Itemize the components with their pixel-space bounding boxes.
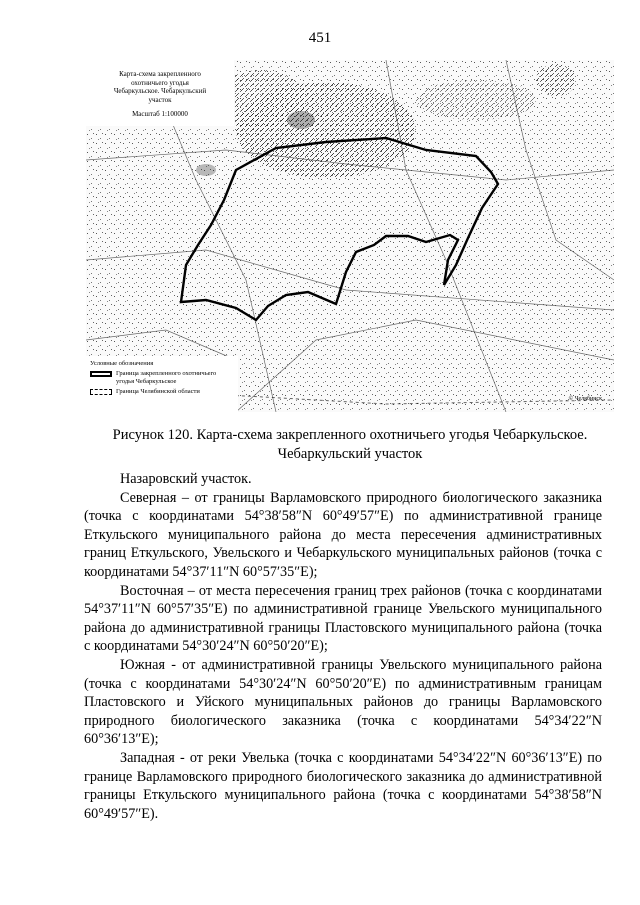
figure-caption: Рисунок 120. Карта-схема закрепленного охотничьего угодья Чебаркульское. Чебаркульский участок xyxy=(112,427,588,462)
legend-item-label: Граница закрепленного охотничьего угодья Чебаркульское xyxy=(116,370,217,385)
map-title-line: охотничьего угодья xyxy=(131,78,189,87)
paragraph-east: Восточная – от места пересечения границ трех районов (точка с координатами 54°37′11″N 60°57′35″E) по административной границе Увельского муниципального района до административной границы Пластовского муниципального района (точка с координатами 54°30′24″N 60°50′20″E); xyxy=(84,582,602,655)
solid-boundary-icon xyxy=(90,371,112,377)
legend-item-label: Граница Челябинской области xyxy=(116,388,200,395)
dashed-boundary-icon xyxy=(90,389,112,395)
map-title-line: Чебаркульское. Чебаркульский xyxy=(113,87,207,95)
paragraph-west: Западная - от реки Увелька (точка с координатами 54°34′22″N 60°36′13″E) по границе Варламовского природного биологического заказника до административной границы Еткульского муниципального района (точка с координатами 54°38′58″N 60°49′57″E). xyxy=(84,749,602,822)
paragraph-south: Южная - от административной границы Увельского муниципального района (точка с координатами 54°30′24″N 60°50′20″E) по административным границам Пластовского и Уйского муниципальных районов до границы Варламовского природного биологического заказника (точка с координатами 54°34′22″N 60°36′13″E); xyxy=(84,656,602,748)
legend-item xyxy=(90,388,234,396)
legend-item xyxy=(90,370,234,386)
map-title-line: участок xyxy=(148,95,172,104)
map-scale: Масштаб 1:100000 xyxy=(132,110,188,118)
map-legend xyxy=(86,356,238,412)
map-city-label: © Челябинск xyxy=(568,396,602,402)
page-number: 451 xyxy=(308,30,332,46)
paragraph-north: Северная – от границы Варламовского природного биологического заказника (точка с координатами 54°38′58″N 60°49′57″E) по административной границе Еткульского муниципального района до места пересечения административных границ Еткульского, Увельского и Чебаркульского муниципальных районов (точка с координатами 54°37′11″N 60°57′35″E); xyxy=(84,489,602,580)
section-title: Назаровский участок. xyxy=(120,471,252,487)
hunting-ground-map xyxy=(86,60,614,412)
map-title-line: Карта-схема закрепленного xyxy=(119,70,201,78)
document-body xyxy=(84,470,602,823)
legend-title: Условные обозначения xyxy=(90,360,154,367)
